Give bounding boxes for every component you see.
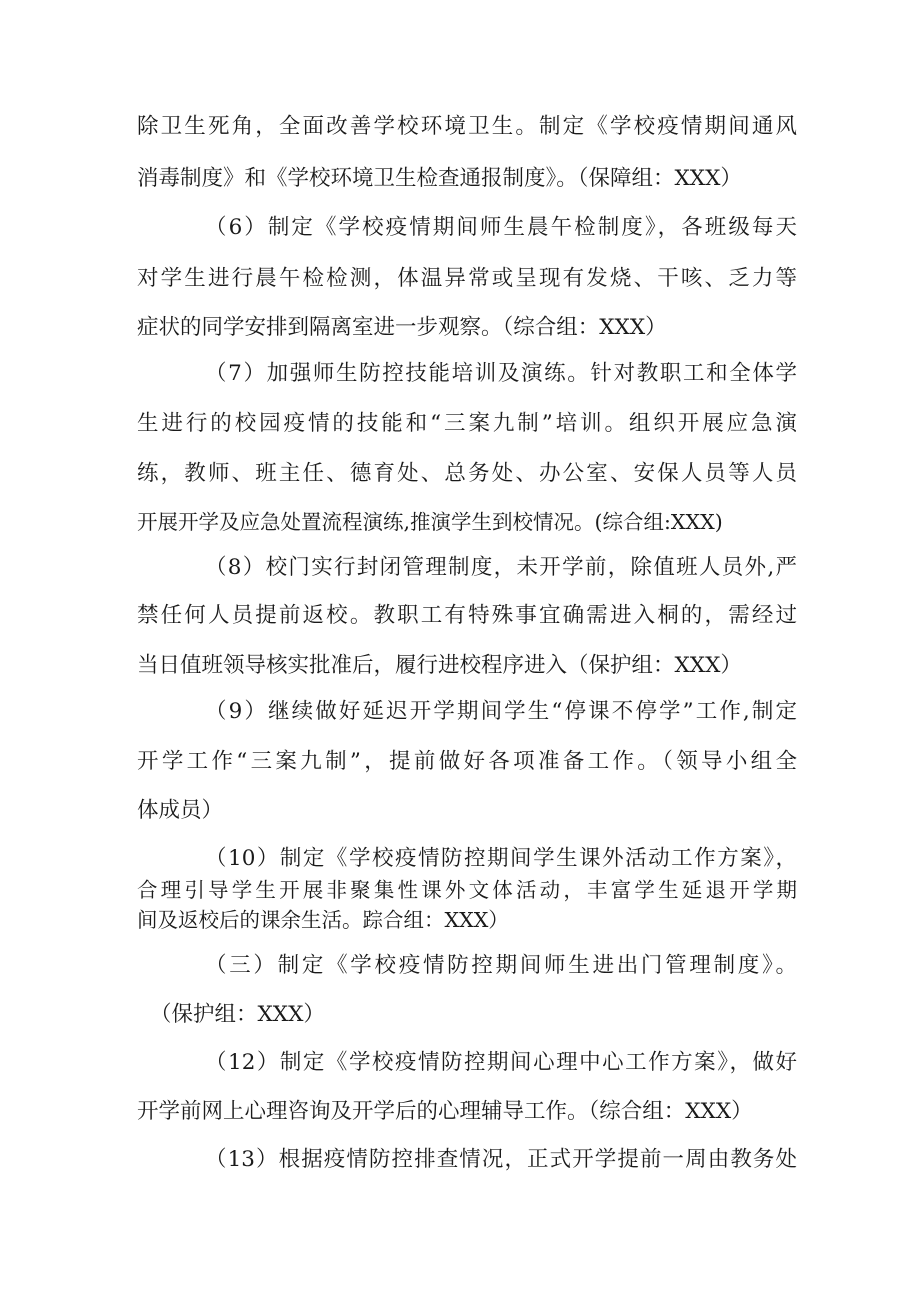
text-line-8: 练，教师、班主任、德育处、总务处、办公室、安保人员等人员 bbox=[137, 461, 797, 486]
text-line-5: 症状的同学安排到隔离室进一步观察。（综合组：XXX） bbox=[137, 315, 667, 340]
text-line-10: （8）校门实行封闭管理制度，未开学前，除值班人员外,严 bbox=[205, 555, 797, 580]
text-line-22: 开学前网上心理咨询及开学后的心理辅导工作。（综合组：XXX） bbox=[137, 1099, 753, 1124]
text-line-17: 合理引导学生开展非聚集性课外文体活动，丰富学生延退开学期 bbox=[137, 878, 797, 902]
text-line-4: 对学生进行晨午检检测，体温异常或呈现有发烧、干咳、乏力等 bbox=[137, 266, 797, 291]
text-line-6: （7）加强师生防控技能培训及演练。针对教职工和全体学 bbox=[205, 361, 797, 386]
text-line-12: 当日值班领导核实批准后，履行进校程序进入（保护组：XXX） bbox=[137, 653, 742, 678]
text-line-7: 生进行的校园疫情的技能和“三案九制”培训。组织开展应急演 bbox=[137, 411, 797, 436]
text-line-1: 除卫生死角，全面改善学校环境卫生。制定《学校疫情期间通风 bbox=[137, 114, 797, 139]
text-line-23: （13）根据疫情防控排查情况，正式开学提前一周由教务处 bbox=[205, 1147, 797, 1172]
text-line-13: （9）继续做好延迟开学期间学生“停课不停学”工作,制定 bbox=[205, 699, 797, 724]
text-line-21: （12）制定《学校疫情防控期间心理中心工作方案》，做好 bbox=[205, 1050, 797, 1075]
text-line-15: 体成员） bbox=[137, 798, 224, 823]
text-line-19: （三）制定《学校疫情防控期间师生进出门管理制度》。 bbox=[205, 953, 797, 978]
text-line-18: 间及返校后的课余生活。踪合组：XXX） bbox=[137, 908, 509, 932]
text-line-3: （6）制定《学校疫情期间师生晨午检制度》，各班级每天 bbox=[205, 215, 797, 240]
text-line-14: 开学工作“三案九制”，提前做好各项准备工作。（领导小组全 bbox=[137, 749, 797, 774]
text-line-16: （10）制定《学校疫情防控期间学生课外活动工作方案》， bbox=[205, 846, 797, 871]
text-line-2: 消毒制度》和《学校环境卫生检查通报制度》。（保障组：XXX） bbox=[137, 166, 742, 191]
text-line-11: 禁任何人员提前返校。教职工有特殊事宜确需进入桐的，需经过 bbox=[137, 603, 797, 628]
text-line-9: 开展开学及应急处置流程演练,推演学生到校情况。(综合组:XXX) bbox=[137, 510, 723, 534]
text-line-20: （保护组：XXX） bbox=[150, 1002, 325, 1027]
